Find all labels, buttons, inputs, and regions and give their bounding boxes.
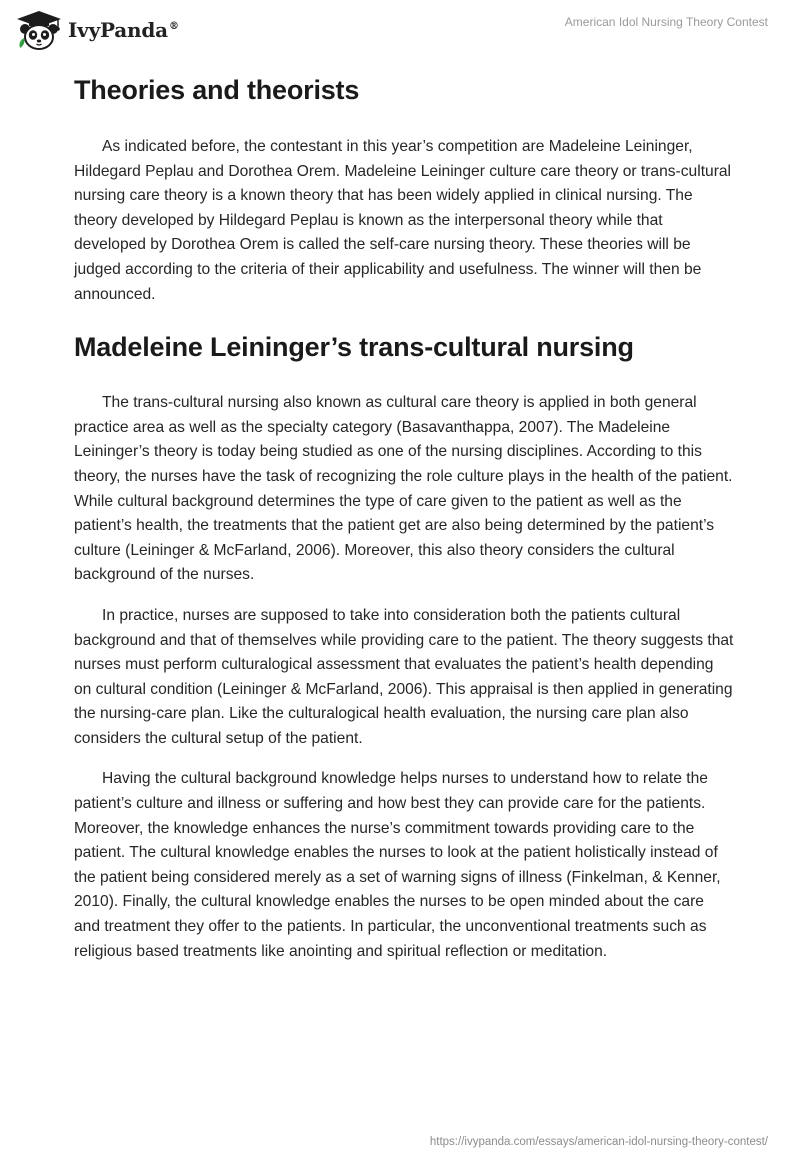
brand-logo[interactable]	[14, 8, 179, 52]
page-header	[0, 0, 800, 60]
document-title: American Idol Nursing Theory Contest	[564, 15, 768, 29]
paragraph: The trans-cultural nursing also known as cultural care theory is applied in both general practice area as well as the specialty category (Basavanthappa, 2007). The Madeleine Leininger’s theory is today being studied as one of the nursing disciplines. According to this theory, the nurses have the task of recognizing the role culture plays in the health of the patient. While cultural background determines the type of care given to the patient as well as the patient’s health, the treatments that the patient get are also being determined by the patient’s culture (Leininger & McFarland, 2006). Moreover, this also theory considers the cultural background of the nurses.	[74, 394, 733, 584]
paragraph: Having the cultural background knowledge helps nurses to understand how to relate the patient’s culture and illness or suffering and how best they can provide care for the patients. Moreover, the knowledge enhances the nurse’s commitment towards providing care to the patient. The cultural knowledge enables the nurses to look at the patient holistically instead of the patient being considered merely as a set of warning signs of illness (Finkelman, & Kenner, 2010). Finally, the cultural knowledge enables the nurses to be open minded about the care and treatment they offer to the patients. In particular, the unconventional treatments such as religious based treatments like anointing and spiritual reflection or meditation.	[74, 770, 721, 960]
essay-content	[74, 70, 734, 980]
source-url[interactable]: https://ivypanda.com/essays/american-idol-nursing-theory-contest/	[429, 1136, 768, 1148]
paragraph: As indicated before, the contestant in this year’s competition are Madeleine Leininger, Hildegard Peplau and Dorothea Orem. Madeleine Leininger culture care theory or trans-cultural nursing care theory is a known theory that has been widely applied in clinical nursing. The theory developed by Hildegard Peplau is known as the interpersonal theory while that developed by Dorothea Orem is called the self-care nursing theory. These theories will be judged according to the criteria of their applicability and usefulness. The winner will then be announced.	[74, 138, 732, 303]
section-heading: Madeleine Leininger’s trans-cultural nursing	[74, 332, 634, 363]
brand-name: IvyPanda®	[68, 18, 179, 42]
paragraph: In practice, nurses are supposed to take into consideration both the patients cultural background and that of themselves while providing care to the patient. The theory suggests that nurses must perform culturalogical assessment that evaluates the patient’s health depending on cultural condition (Leininger & McFarland, 2006). This appraisal is then applied in generating the nursing-care plan. Like the culturalogical health evaluation, the nursing care plan also considers the cultural setup of the patient.	[74, 606, 734, 747]
section-heading: Theories and theorists	[74, 75, 360, 105]
panda-graduate-icon	[14, 8, 64, 52]
